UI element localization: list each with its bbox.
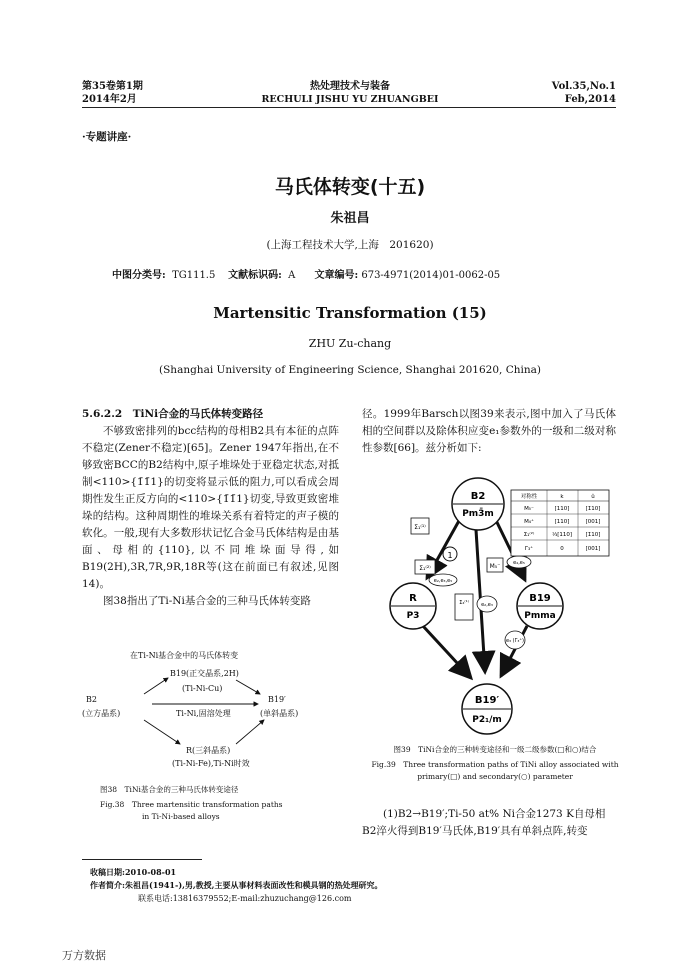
fig39-b19-label: B19 (529, 593, 551, 604)
fig39-b2-label: B2 (470, 491, 486, 502)
fig39-small4: e₃ (Γ₃⁺) (505, 638, 525, 644)
body-paragraph: 不够致密排列的bcc结构的母相B2具有本征的点阵不稳定(Zener不稳定)[65]。Zener 1947年指出,在不够致密BCC的B2结构中,原子堆垛处于亚稳定状态,对抵制<110>{1̄1̄1}的切变将显示低的阻力,可以看成会周期性发生正反方向的<110>{1̄1̄1}切变,导致更致密堆垛的结构。这种周期性的堆垛关系有着特定的声子模的软化。一般,现有大多数形状记忆合金马氏体结构是由基面、母相的{110},以不同堆垛面导得,如B19(2H),3R,7R,9R,18R等(这在前面已有叙述,见图14)。 (82, 425, 339, 590)
journal-volume: 第35卷第1期 (82, 81, 143, 92)
doc-label: 文献标识码: (228, 270, 282, 281)
section-tag: ·专题讲座· (82, 131, 132, 143)
figure-39 (375, 474, 620, 739)
body-paragraph: 图38指出了Ti-Ni基合金的三种马氏体转变路 (103, 595, 311, 607)
fig39-b19prime-label: B19′ (474, 695, 500, 706)
footnote-rule (82, 859, 202, 860)
fig38-b2-label: B2 (86, 695, 97, 704)
fig39-node-b19prime (462, 684, 512, 734)
fig39-sigma1: Σ₁⁽¹⁾ (414, 524, 426, 531)
legend-cell: 0 (560, 546, 564, 552)
fig39-r-spacegroup: P3 (406, 611, 420, 621)
fig39-b2-spacegroup: Pm3̄m (462, 509, 494, 519)
fig39-mid-box: Σ₄⁽¹⁾ (459, 600, 469, 606)
fig39-b19prime-spacegroup: P2₁/m (472, 715, 502, 725)
fig38-caption-en-2: in Ti-Ni-based alloys (142, 812, 220, 821)
body-paragraph: (1)B2→B19′;Ti-50 at% Ni合金1273 K自母相 (383, 808, 606, 820)
legend-cell: [110] (554, 506, 570, 512)
legend-cell: [001] (585, 546, 601, 552)
fig38-r-note: (Ti-Ni-Fe),Ti-Ni时效 (172, 759, 250, 768)
fig39-node-b2 (452, 478, 504, 530)
body-paragraph: B2淬火得到B19′马氏体,B19′具有单斜点阵,转变 (362, 825, 588, 837)
author-affiliation: (上海工程技术大学,上海 201620) (266, 239, 434, 251)
article-label: 文章编号: (314, 270, 359, 281)
figure-39-caption (370, 744, 620, 783)
fig39-small3: e₄,e₅ (513, 560, 525, 566)
received-date: 收稿日期:2010-08-01 (90, 867, 177, 877)
fig38-arrow-r-b19prime (236, 720, 264, 744)
fig38-arrows (82, 650, 339, 770)
fig38-b19-label: B19(正交晶系,2H) (170, 669, 239, 678)
journal-volume-en: Vol.35,No.1 (551, 81, 616, 92)
clc-value: TG111.5 (172, 270, 216, 281)
fig39-caption-cn: 图39 TiNi合金的三种转变途径和一级二级参数(□和○)结合 (393, 745, 597, 754)
affiliation-english: (Shanghai University of Engineering Science, Shanghai 201620, China) (159, 364, 541, 376)
doc-value: A (288, 270, 296, 281)
source-watermark: 万方数据 (62, 949, 106, 962)
fig38-arrow-b19-b19prime (236, 680, 260, 694)
legend-head-symmetry: 对称性 (520, 494, 538, 500)
legend-head-k: k (560, 494, 564, 500)
figure-38-caption (100, 784, 340, 823)
right-column-top (362, 406, 616, 457)
fig38-caption-en: Fig.38 Three martensitic transformation paths (100, 800, 283, 809)
author-contact: 联系电话:13816379552;E-mail:zhuzuchang@126.com (138, 894, 352, 903)
fig38-b19prime-note: (单斜晶系) (260, 709, 299, 718)
header-rule (82, 107, 616, 108)
author-bio: 作者简介:朱祖昌(1941-),男,教授,主要从事材料表面改性和模具钢的热处理研究。 (90, 880, 383, 890)
fig39-caption-en: Fig.39 Three transformation paths of TiNi alloy associated with (371, 760, 619, 769)
legend-head-u: û (591, 494, 595, 500)
author-name: 朱祖昌 (330, 211, 370, 226)
fig39-arrow-r-b19prime (423, 626, 471, 678)
footnote (90, 866, 610, 905)
legend-cell: ⅓[110] (551, 532, 573, 538)
right-column-bottom (362, 806, 616, 840)
fig39-node-b19 (517, 583, 563, 629)
fig38-title: 在Ti-Ni基合金中的马氏体转变 (130, 651, 239, 660)
legend-cell: [1̄10] (585, 506, 601, 512)
fig39-small5: M₅⁻ (489, 563, 501, 570)
fig38-r-label: R(三斜晶系) (186, 746, 231, 755)
classification-line (112, 266, 500, 281)
fig39-caption-en-2: primary(□) and secondary(○) parameter (417, 772, 573, 781)
author-english: ZHU Zu-chang (308, 337, 392, 350)
fig39-b19-spacegroup: Pmma (524, 611, 556, 621)
left-column (82, 406, 339, 610)
journal-name-cn: 热处理技术与装备 (310, 81, 390, 92)
fig39-circle-one-label: 1 (447, 551, 453, 560)
legend-cell: [110] (554, 519, 570, 525)
fig38-caption-cn: 图38 TiNi基合金的三种马氏体转变途径 (100, 785, 239, 794)
journal-name-pinyin: RECHULI JISHU YU ZHUANGBEI (261, 94, 439, 105)
clc-label: 中图分类号: (112, 270, 166, 281)
fig39-small2: e₂,e₃ (481, 602, 493, 608)
legend-cell: [1̄10] (585, 532, 601, 538)
title-english: Martensitic Transformation (15) (213, 304, 487, 322)
legend-cell: Σ₁⁽²⁾ (523, 532, 535, 538)
fig38-b2-note: (立方晶系) (82, 709, 121, 718)
legend-cell: M₄⁺ (524, 519, 534, 525)
page-title: 马氏体转变(十五) (274, 176, 426, 198)
fig39-sigma2: Σ₁⁽²⁾ (419, 565, 431, 572)
fig38-middle-path: Ti-Ni,固溶处理 (176, 709, 231, 718)
fig39-param-box-multi (455, 594, 473, 620)
legend-cell: M₅⁻ (524, 506, 534, 512)
journal-date-en: Feb,2014 (564, 94, 616, 105)
fig39-small1: e₂,e₃,e₅ (433, 578, 453, 584)
journal-date: 2014年2月 (82, 94, 137, 105)
legend-cell: Γ₃⁺ (524, 546, 534, 552)
fig39-r-label: R (409, 593, 417, 604)
fig39-arrow-b2-b19prime (475, 514, 485, 672)
fig38-b19prime-label: B19′ (268, 695, 286, 704)
article-value: 673-4971(2014)01-0062-05 (361, 270, 501, 281)
fig39-legend-table (511, 490, 609, 556)
body-paragraph: 径。1999年Barsch以图39来表示,图中加入了马氏体相的空间群以及除体积应变e₁参数外的一级和二级对称性参数[66]。兹分析如下: (362, 408, 616, 454)
fig38-arrow-b2-b19 (144, 678, 168, 694)
fig39-node-r (390, 583, 436, 629)
legend-cell: [001] (585, 519, 601, 525)
fig38-arrow-b2-r (144, 720, 180, 744)
figure-38 (82, 650, 339, 768)
section-heading: 5.6.2.2 TiNi合金的马氏体转变路径 (82, 408, 264, 420)
fig38-b19-note: (Ti-Ni-Cu) (182, 684, 223, 693)
